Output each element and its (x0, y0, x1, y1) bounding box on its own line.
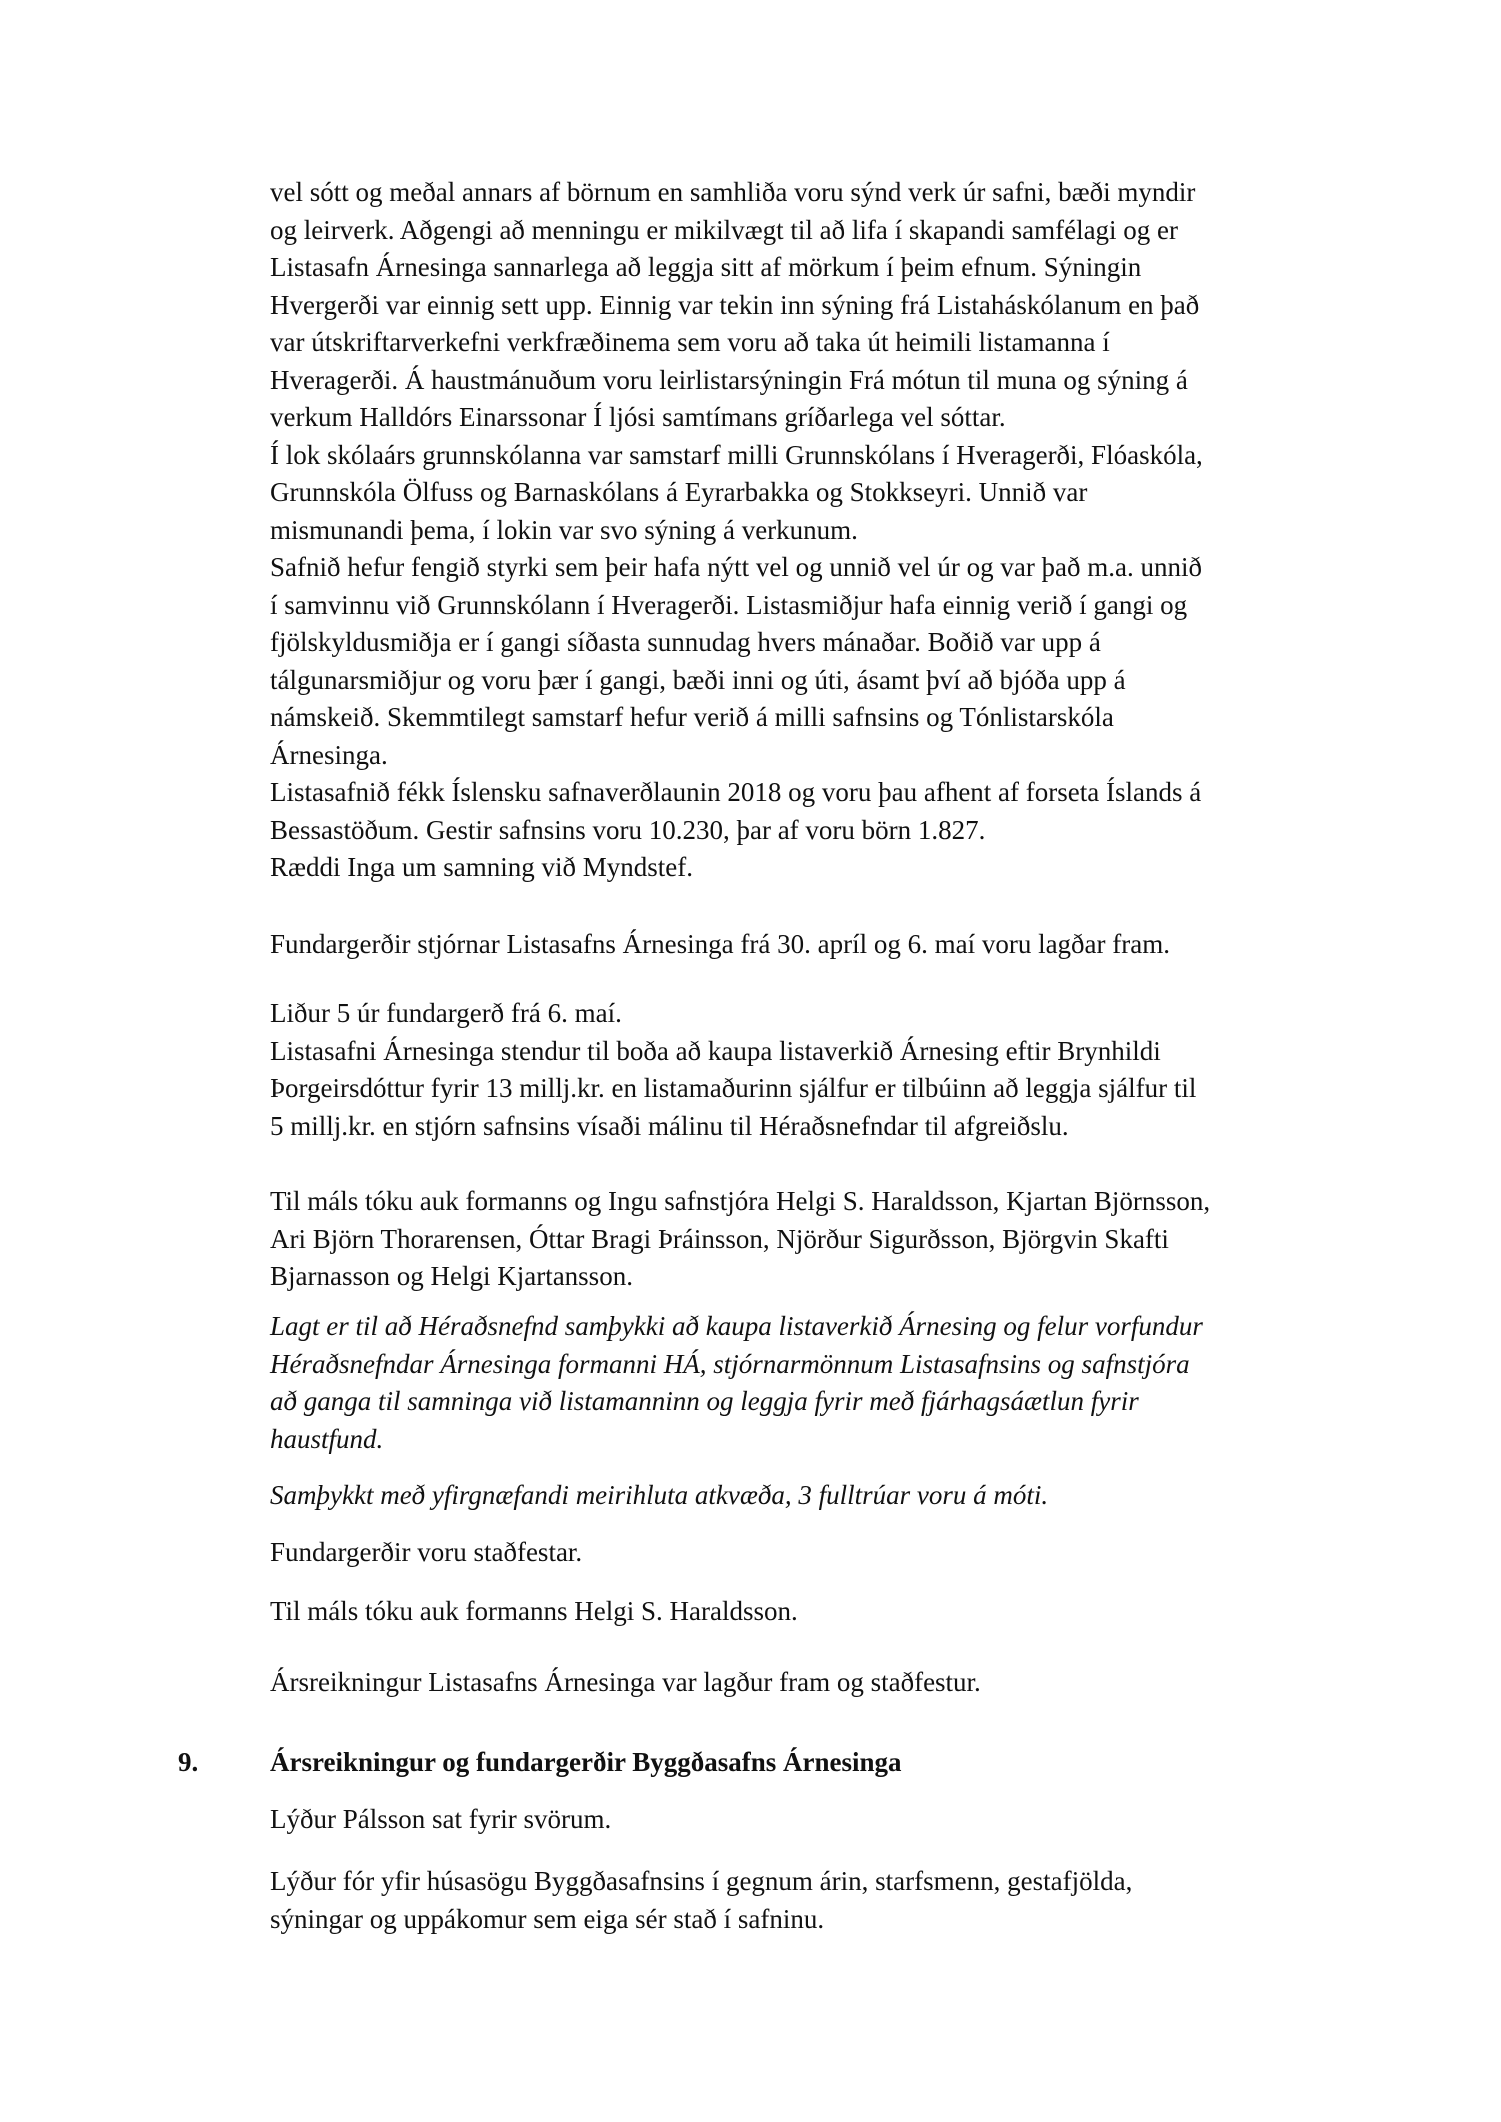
text-line: var útskriftarverkefni verkfræðinema sem voru að taka út heimili listamanna í (270, 327, 1110, 357)
text-line: Fundargerðir stjórnar Listasafns Árnesinga frá 30. apríl og 6. maí voru lagðar fram. (270, 929, 1170, 959)
text-line: að ganga til samninga við listamanninn og leggja fyrir með fjárhagsáætlun fyrir (270, 1386, 1139, 1416)
text-line: Listasafni Árnesinga stendur til boða að kaupa listaverkið Árnesing eftir Brynhildi (270, 1035, 1161, 1066)
text-line: Lagt er til að Héraðsnefnd samþykki að kaupa listaverkið Árnesing og felur vorfundur (270, 1311, 1203, 1341)
text-line: og leirverk. Aðgengi að menningu er mikilvægt til að lifa í skapandi samfélagi og er (270, 214, 1179, 245)
text-line: Grunnskóla Ölfuss og Barnaskólans á Eyrarbakka og Stokkseyri. Unnið var (270, 477, 1088, 507)
paragraph-approval (270, 1477, 1350, 1515)
paragraph-speakers (270, 1183, 1350, 1296)
text-line: námskeið. Skemmtilegt samstarf hefur verið á milli safnsins og Tónlistarskóla (270, 702, 1114, 732)
paragraph-annual-accounts (270, 1664, 1350, 1702)
text-line: Héraðsnefndar Árnesinga formanni HÁ, stjórnarmönnum Listasafnsins og safnstjóra (270, 1348, 1190, 1379)
text-line: Listasafn Árnesinga sannarlega að leggja sitt af mörkum í þeim efnum. Sýningin (270, 252, 1142, 282)
text-line: Í lok skólaárs grunnskólanna var samstarf milli Grunnskólans í Hveragerði, Flóaskóla, (270, 439, 1203, 470)
text-line: Þorgeirsdóttur fyrir 13 millj.kr. en listamaðurinn sjálfur er tilbúinn að leggja sjálfur til (270, 1073, 1197, 1103)
text-line: Samþykkt með yfirgnæfandi meirihluta atkvæða, 3 fulltrúar voru á móti. (270, 1480, 1049, 1510)
text-line: mismunandi þema, í lokin var svo sýning á verkunum. (270, 514, 858, 545)
paragraph-minutes-presented (270, 926, 1350, 964)
text-line: Safnið hefur fengið styrki sem þeir hafa nýtt vel og unnið vel úr og var það m.a. unnið (270, 552, 1203, 582)
text-line: Hveragerði. Á haustmánuðum voru leirlistarsýningin Frá mótun til muna og sýning á (270, 364, 1188, 395)
text-line: Ársreikningur Listasafns Árnesinga var lagður fram og staðfestur. (270, 1667, 981, 1697)
text-line: Bessastöðum. Gestir safnsins voru 10.230, þar af voru börn 1.827. (270, 814, 986, 845)
text-line: 5 millj.kr. en stjórn safnsins vísaði málinu til Héraðsnefndar til afgreiðslu. (270, 1110, 1069, 1141)
text-line: Til máls tóku auk formanns Helgi S. Haraldsson. (270, 1596, 798, 1626)
paragraph-confirmed (270, 1534, 1350, 1572)
text-line: Liður 5 úr fundargerð frá 6. maí. (270, 998, 622, 1028)
text-line: Til máls tóku auk formanns og Ingu safnstjóra Helgi S. Haraldsson, Kjartan Björnsson, (270, 1186, 1211, 1216)
paragraph-speaker-helgi (270, 1593, 1350, 1631)
text-line: fjölskyldusmiðja er í gangi síðasta sunnudag hvers mánaðar. Boðið var upp á (270, 627, 1101, 657)
text-line: Lýður Pálsson sat fyrir svörum. (270, 1804, 612, 1834)
paragraph-museum-report (270, 174, 1350, 887)
text-line: í samvinnu við Grunnskólann í Hveragerði. Listasmiðjur hafa einnig verið í gangi og (270, 589, 1188, 620)
text-line: Bjarnasson og Helgi Kjartansson. (270, 1261, 633, 1291)
paragraph-lydur-answers (270, 1801, 1350, 1839)
paragraph-item-5 (270, 995, 1350, 1145)
text-line: Hvergerði var einnig sett upp. Einnig var tekin inn sýning frá Listaháskólanum en það (270, 289, 1200, 320)
text-line: vel sótt og meðal annars af börnum en samhliða voru sýnd verk úr safni, bæði myndir (270, 177, 1196, 207)
text-line: Ræddi Inga um samning við Myndstef. (270, 852, 693, 882)
text-line: haustfund. (270, 1423, 384, 1454)
text-line: verkum Halldórs Einarssonar Í ljósi samtímans gríðarlega vel sóttar. (270, 402, 1006, 432)
text-line: Listasafnið fékk Íslensku safnaverðlaunin 2018 og voru þau afhent af forseta Íslands á (270, 777, 1202, 807)
section-title: Ársreikningur og fundargerðir Byggðasafns Árnesinga (270, 1747, 902, 1777)
paragraph-lydur-overview (270, 1863, 1350, 1938)
text-line: sýningar og uppákomur sem eiga sér stað í safninu. (270, 1903, 825, 1934)
text-line: Fundargerðir voru staðfestar. (270, 1537, 583, 1567)
text-line: Ari Björn Thorarensen, Óttar Bragi Þráinsson, Njörður Sigurðsson, Björgvin Skafti (270, 1223, 1169, 1254)
text-line: tálgunarsmiðjur og voru þær í gangi, bæði inni og úti, ásamt því að bjóða upp á (270, 664, 1126, 695)
paragraph-proposal (270, 1308, 1350, 1458)
section-number: 9. (178, 1747, 199, 1777)
text-line: Árnesinga. (270, 739, 388, 770)
text-line: Lýður fór yfir húsasögu Byggðasafnsins í gegnum árin, starfsmenn, gestafjölda, (270, 1866, 1133, 1896)
